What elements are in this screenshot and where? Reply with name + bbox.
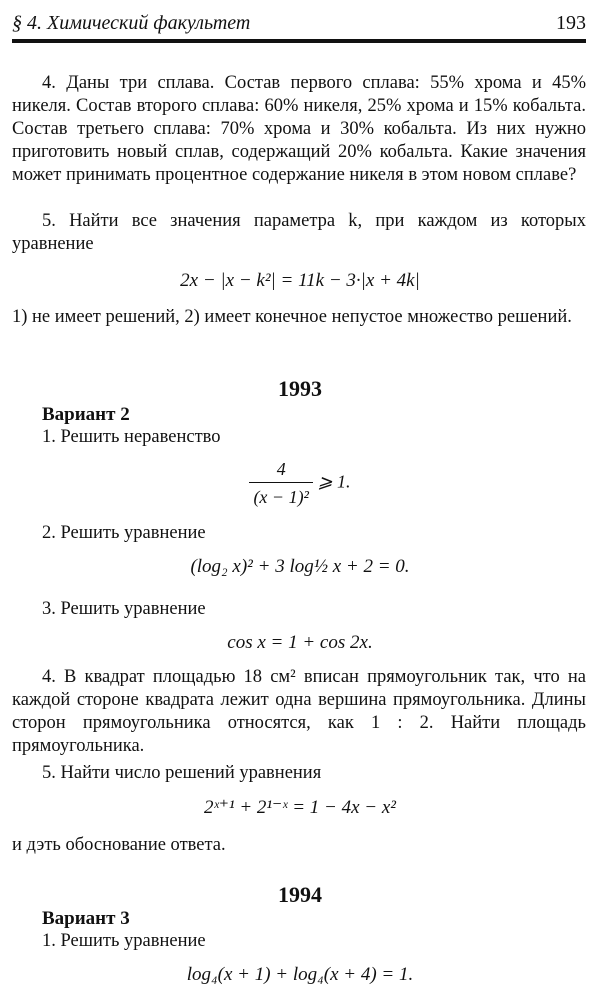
running-head — [12, 12, 586, 38]
task-2-text: 2. Решить уравнение — [42, 523, 206, 543]
inequality-rhs: ⩾ 1. — [317, 471, 351, 492]
year-1993-heading: 1993 — [278, 376, 322, 401]
problem-5-intro: 5. Найти все значения параметра k, при каждом из которых уравнение — [12, 211, 586, 254]
task-5-equation: 2ˣ⁺¹ + 2¹⁻ˣ = 1 − 4x − x² — [203, 797, 397, 818]
task-1-1994-equation: log₄(x + 1) + log₄(x + 4) = 1. — [186, 964, 414, 985]
variant-2-heading: Вариант 2 — [42, 404, 130, 425]
fraction — [249, 456, 313, 511]
problem-5-equation: 2x − |x − k²| = 11k − 3·|x + 4k| — [180, 270, 420, 291]
task-3-equation: cos x = 1 + cos 2x. — [227, 632, 373, 653]
task-5-text: 5. Найти число решений уравнения — [42, 763, 322, 783]
task-4-square-text: 4. В квадрат площадью 18 см² вписан прямоугольник так, что на каждой стороне квадрата лежит одна вершина прямоугольника. Длины сторон прямоугольника относятся, как 1 : 2. Найти площадь прямоугольника. — [12, 667, 586, 756]
page-number: 193 — [556, 12, 586, 34]
section-title: § 4. Химический факультет — [12, 12, 251, 34]
year-1994-heading: 1994 — [278, 882, 322, 907]
task-5-conclusion: и дэть обоснование ответа. — [12, 835, 226, 855]
variant-3-heading: Вариант 3 — [42, 908, 130, 929]
task-1-inequality-text: 1. Решить неравенство — [42, 427, 221, 447]
task-1-inequality — [0, 456, 600, 511]
header-rule — [12, 39, 586, 43]
problem-5-conditions: 1) не имеет решений, 2) имеет конечное непустое множество решений. — [12, 307, 572, 327]
problem-4-alloys: 4. Даны три сплава. Состав первого сплава: 55% хрома и 45% никеля. Состав второго сплава: 60% никеля, 25% хрома и 15% кобальта. Состав третьего сплава: 70% хрома и 30% кобальта. Из них нужно приготовить новый сплав, содержащий 20% кобальта. Какие значения может принимать процентное содержание никеля в этом новом сплаве? — [12, 73, 586, 185]
fraction-denominator: (x − 1)² — [253, 487, 309, 507]
task-3-text: 3. Решить уравнение — [42, 599, 206, 619]
task-1-1994-text: 1. Решить уравнение — [42, 931, 206, 951]
fraction-numerator: 4 — [249, 456, 313, 483]
task-2-equation: (log₂ x)² + 3 log½ x + 2 = 0. — [190, 556, 410, 577]
